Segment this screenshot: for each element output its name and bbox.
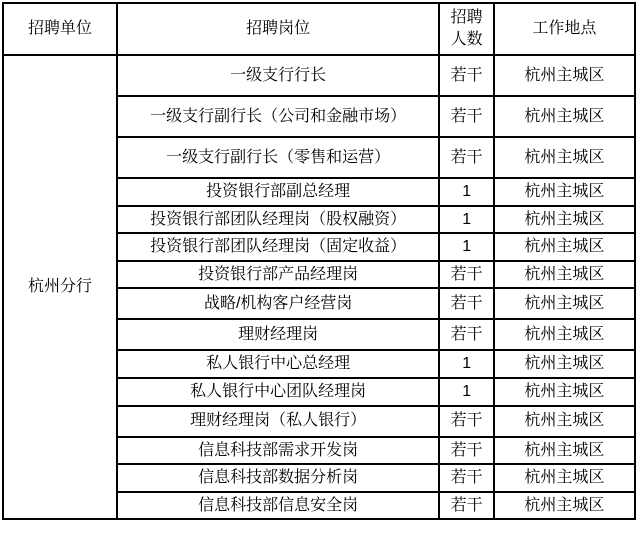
location-cell: 杭州主城区 xyxy=(494,261,635,289)
headcount-cell: 1 xyxy=(439,233,493,261)
position-cell: 私人银行中心总经理 xyxy=(117,350,440,378)
headcount-cell: 1 xyxy=(439,178,493,206)
position-cell: 投资银行部团队经理岗（股权融资） xyxy=(117,206,440,234)
location-cell: 杭州主城区 xyxy=(494,437,635,465)
position-cell: 一级支行副行长（公司和金融市场） xyxy=(117,96,440,137)
position-cell: 投资银行部团队经理岗（固定收益） xyxy=(117,233,440,261)
position-cell: 一级支行副行长（零售和运营） xyxy=(117,137,440,178)
header-unit: 招聘单位 xyxy=(3,3,117,55)
location-cell: 杭州主城区 xyxy=(494,96,635,137)
header-location: 工作地点 xyxy=(494,3,635,55)
headcount-cell: 若干 xyxy=(439,319,493,350)
headcount-cell: 1 xyxy=(439,350,493,378)
unit-cell: 杭州分行 xyxy=(3,55,117,519)
location-cell: 杭州主城区 xyxy=(494,178,635,206)
location-cell: 杭州主城区 xyxy=(494,492,635,520)
location-cell: 杭州主城区 xyxy=(494,233,635,261)
location-cell: 杭州主城区 xyxy=(494,464,635,492)
headcount-cell: 若干 xyxy=(439,464,493,492)
position-cell: 投资银行部产品经理岗 xyxy=(117,261,440,289)
position-cell: 一级支行行长 xyxy=(117,55,440,96)
location-cell: 杭州主城区 xyxy=(494,350,635,378)
location-cell: 杭州主城区 xyxy=(494,137,635,178)
headcount-cell: 1 xyxy=(439,206,493,234)
headcount-cell: 若干 xyxy=(439,261,493,289)
location-cell: 杭州主城区 xyxy=(494,288,635,319)
recruitment-table xyxy=(2,2,636,520)
headcount-cell: 若干 xyxy=(439,492,493,520)
position-cell: 战略/机构客户经营岗 xyxy=(117,288,440,319)
table-row xyxy=(3,55,635,96)
headcount-cell: 若干 xyxy=(439,406,493,437)
headcount-cell: 1 xyxy=(439,378,493,406)
header-position: 招聘岗位 xyxy=(117,3,440,55)
headcount-cell: 若干 xyxy=(439,437,493,465)
position-cell: 信息科技部数据分析岗 xyxy=(117,464,440,492)
position-cell: 信息科技部需求开发岗 xyxy=(117,437,440,465)
location-cell: 杭州主城区 xyxy=(494,378,635,406)
header-row xyxy=(3,3,635,55)
headcount-cell: 若干 xyxy=(439,55,493,96)
location-cell: 杭州主城区 xyxy=(494,406,635,437)
location-cell: 杭州主城区 xyxy=(494,319,635,350)
position-cell: 信息科技部信息安全岗 xyxy=(117,492,440,520)
headcount-cell: 若干 xyxy=(439,96,493,137)
position-cell: 私人银行中心团队经理岗 xyxy=(117,378,440,406)
location-cell: 杭州主城区 xyxy=(494,206,635,234)
location-cell: 杭州主城区 xyxy=(494,55,635,96)
position-cell: 投资银行部副总经理 xyxy=(117,178,440,206)
headcount-cell: 若干 xyxy=(439,288,493,319)
header-headcount: 招聘人数 xyxy=(439,3,493,55)
position-cell: 理财经理岗（私人银行） xyxy=(117,406,440,437)
headcount-cell: 若干 xyxy=(439,137,493,178)
position-cell: 理财经理岗 xyxy=(117,319,440,350)
